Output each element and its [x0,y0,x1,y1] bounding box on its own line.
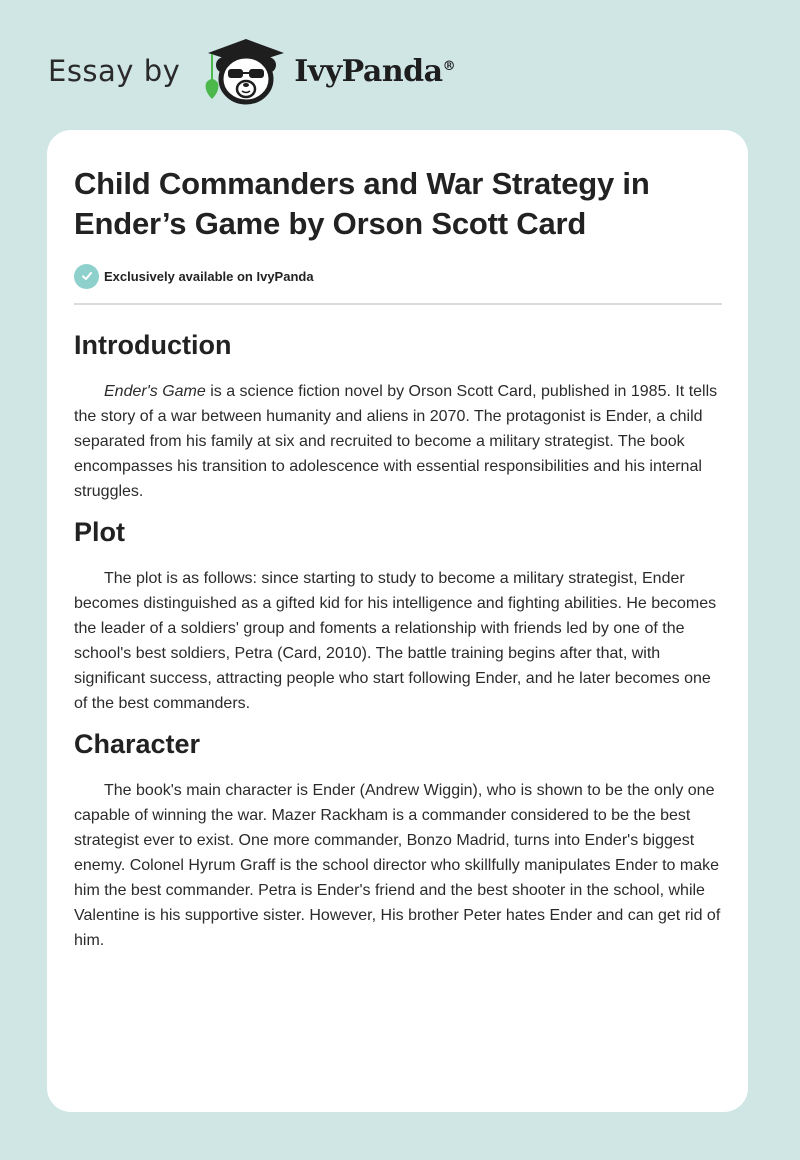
book-title-italic: Ender's Game [104,383,206,400]
essay-content [74,164,722,953]
essay-by-label: Essay by [48,54,181,88]
section-introduction [74,328,722,504]
check-circle-icon [74,264,99,289]
section-heading: Introduction [74,330,232,360]
section-heading: Plot [74,517,125,547]
brand-name[interactable] [294,54,455,89]
section-paragraph: The plot is as follows: since starting to study to become a military strategist, Ender becomes distinguished as a gifted kid for his intelligence and fighting abilities. He becomes the leader of a soldiers' group and foments a relationship with friends led by one of the school's best soldiers, Petra (Card, 2010). The battle training begins after that, with significant success, attracting people who start following Ender, and he later becomes one of the best commanders. [74,570,717,712]
essay-card [47,130,748,1112]
exclusive-badge [74,263,722,289]
title-divider [74,303,722,305]
section-paragraph [74,379,722,504]
exclusive-text: Exclusively available on IvyPanda [104,268,314,284]
section-heading: Character [74,729,201,759]
section-plot [74,515,722,716]
section-character [74,727,722,953]
paragraph-text: is a science fiction novel by Orson Scott Card, published in 1985. It tells the story of a war between humanity and aliens in 2070. The protagonist is Ender, a child separated from his family at six and recruited to become a military strategist. The book encompasses his transition to adolescence with essential responsibilities and his internal struggles. [74,383,718,500]
site-header [48,36,455,106]
registered-mark: ® [442,58,456,74]
brand-name-text: IvyPanda [294,53,443,89]
page-title: Child Commanders and War Strategy in Ender’s Game by Orson Scott Card [74,166,650,241]
section-paragraph: The book's main character is Ender (Andrew Wiggin), who is shown to be the only one capable of winning the war. Mazer Rackham is a commander considered to be the best strategist ever to exist. One more commander, Bonzo Madrid, turns into Ender's biggest enemy. Colonel Hyrum Graff is the school director who skillfully manipulates Ender to make him the best commander. Petra is Ender's friend and the best shooter in the school, while Valentine is his supportive sister. However, His brother Peter hates Ender and can get rid of him. [74,782,721,949]
panda-graduate-logo-icon[interactable] [198,33,294,110]
